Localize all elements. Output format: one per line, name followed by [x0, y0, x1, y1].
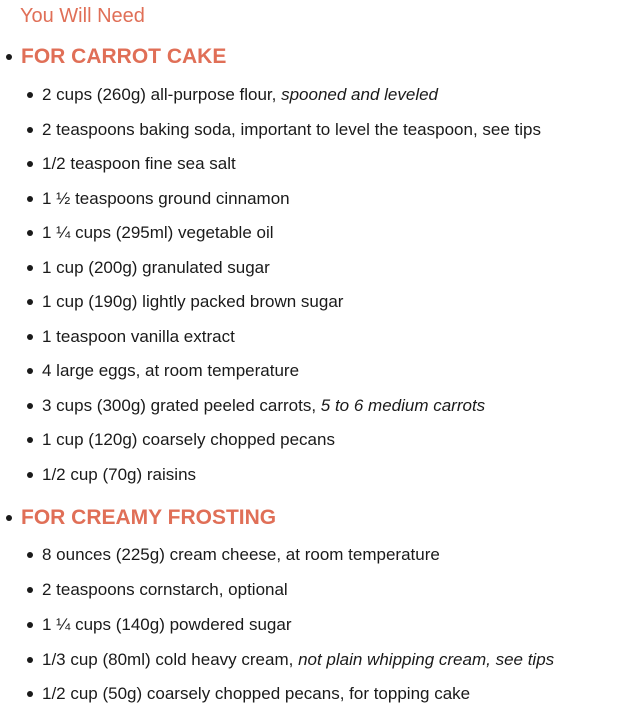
- bullet-icon: [27, 265, 33, 271]
- ingredient-text: 2 teaspoons cornstarch, optional: [42, 580, 288, 599]
- ingredient-item: [0, 394, 640, 418]
- ingredient-item: [0, 325, 640, 349]
- bullet-icon: [27, 657, 33, 663]
- ingredient-note: not plain whipping cream, see tips: [298, 650, 555, 669]
- section-header: [0, 505, 640, 531]
- ingredient-text: 1/2 cup (50g) coarsely chopped pecans, for topping cake: [42, 684, 471, 703]
- bullet-icon: [27, 161, 33, 167]
- ingredient-text: 1 cup (200g) granulated sugar: [42, 258, 270, 277]
- section-header: [0, 44, 640, 70]
- ingredient-text: 1/3 cup (80ml) cold heavy cream,: [42, 650, 299, 669]
- ingredient-item: [0, 648, 640, 672]
- ingredient-item: [0, 359, 640, 383]
- bullet-icon: [27, 552, 33, 558]
- bullet-icon: [27, 196, 33, 202]
- ingredient-text: 1 cup (190g) lightly packed brown sugar: [42, 292, 344, 311]
- ingredient-text: 1 ¼ cups (140g) powdered sugar: [42, 615, 292, 634]
- bullet-icon: [27, 368, 33, 374]
- ingredient-item: [0, 578, 640, 602]
- ingredient-item: [0, 152, 640, 176]
- ingredient-item: [0, 187, 640, 211]
- ingredient-item: [0, 463, 640, 487]
- ingredient-item: [0, 543, 640, 567]
- ingredient-item: [0, 221, 640, 245]
- bullet-icon: [27, 472, 33, 478]
- bullet-icon: [6, 515, 12, 521]
- ingredient-text: 8 ounces (225g) cream cheese, at room temperature: [42, 545, 440, 564]
- ingredient-text: 1 ¼ cups (295ml) vegetable oil: [42, 223, 274, 242]
- ingredient-item: [0, 290, 640, 314]
- page-heading: You Will Need: [20, 5, 145, 27]
- ingredient-note: spooned and leveled: [281, 85, 439, 104]
- ingredient-text: 1 teaspoon vanilla extract: [42, 327, 235, 346]
- ingredient-text: 4 large eggs, at room temperature: [42, 361, 300, 380]
- bullet-icon: [27, 437, 33, 443]
- ingredient-text: 3 cups (300g) grated peeled carrots,: [42, 396, 321, 415]
- bullet-icon: [27, 230, 33, 236]
- ingredient-text: 1 cup (120g) coarsely chopped pecans: [42, 430, 335, 449]
- ingredient-item: [0, 613, 640, 637]
- bullet-icon: [27, 691, 33, 697]
- bullet-icon: [27, 334, 33, 340]
- section-carrot-cake: [0, 44, 640, 504]
- ingredient-note: 5 to 6 medium carrots: [320, 396, 486, 415]
- section-title: FOR CREAMY FROSTING: [21, 506, 277, 529]
- bullet-icon: [27, 403, 33, 409]
- ingredient-text: 1/2 teaspoon fine sea salt: [42, 154, 236, 173]
- ingredient-text: 1/2 cup (70g) raisins: [42, 465, 197, 484]
- ingredient-text: 1 ½ teaspoons ground cinnamon: [42, 189, 290, 208]
- ingredient-item: [0, 428, 640, 452]
- bullet-icon: [27, 587, 33, 593]
- bullet-icon: [27, 92, 33, 98]
- ingredient-item: [0, 83, 640, 107]
- section-title: FOR CARROT CAKE: [21, 45, 227, 68]
- section-creamy-frosting: [0, 505, 640, 715]
- bullet-icon: [27, 299, 33, 305]
- bullet-icon: [27, 622, 33, 628]
- ingredient-item: [0, 682, 640, 706]
- ingredient-text: 2 teaspoons baking soda, important to level the teaspoon, see tips: [42, 120, 541, 139]
- bullet-icon: [27, 127, 33, 133]
- bullet-icon: [6, 54, 12, 60]
- ingredient-item: [0, 256, 640, 280]
- ingredient-text: 2 cups (260g) all-purpose flour,: [42, 85, 282, 104]
- ingredient-item: [0, 118, 640, 142]
